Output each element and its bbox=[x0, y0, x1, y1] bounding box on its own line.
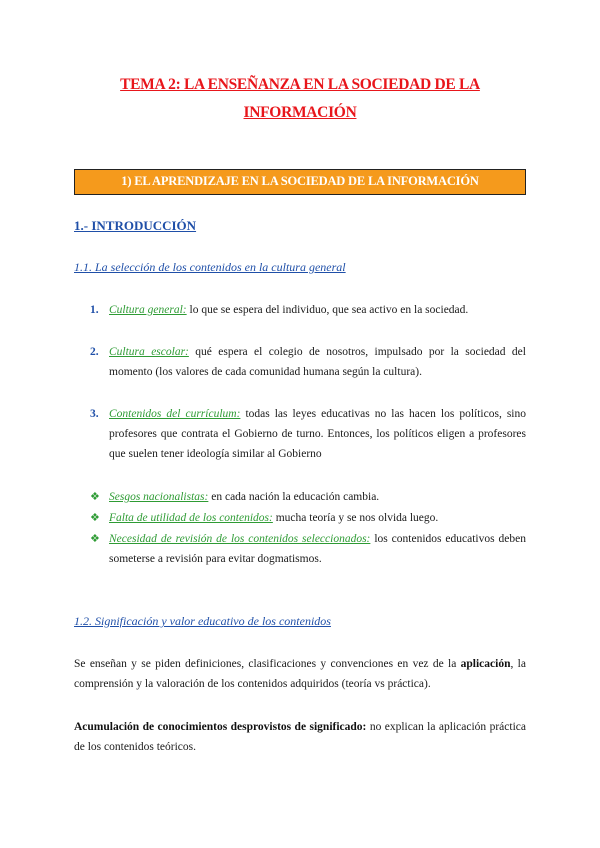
heading-introduccion: 1.- INTRODUCCIÓN bbox=[74, 218, 197, 233]
para-text-end: , la comprensión y la valoración de los contenidos adquiridos (teoría vs práctica). bbox=[74, 658, 526, 690]
item-number: 2. bbox=[90, 346, 99, 358]
paragraph-acumulacion bbox=[74, 717, 526, 757]
subheading-1-2: 1.2. Significación y valor educativo de los contenidos bbox=[74, 614, 331, 628]
bullet-item-2 bbox=[90, 508, 526, 528]
numbered-item-3 bbox=[90, 404, 526, 464]
para-bold: Acumulación de conocimientos desprovistos de significado: bbox=[74, 721, 367, 733]
diamond-bullet-icon: ❖ bbox=[90, 491, 100, 503]
subheading-1-1: 1.1. La selección de los contenidos en la cultura general bbox=[74, 260, 346, 274]
bullet-item-3 bbox=[90, 529, 526, 569]
bullet-term: Sesgos nacionalistas: bbox=[109, 491, 209, 503]
para-bold: aplicación bbox=[460, 658, 511, 670]
section-banner: 1) EL APRENDIZAJE EN LA SOCIEDAD DE LA INFORMACIÓN bbox=[74, 169, 526, 195]
item-number: 3. bbox=[90, 408, 99, 420]
doc-title-line2: INFORMACIÓN bbox=[243, 104, 357, 121]
item-term: Cultura general: bbox=[109, 304, 187, 316]
item-text: qué espera el colegio de nosotros, impulsado por la sociedad del momento (los valores de cada comunidad humana según la cultura). bbox=[109, 346, 526, 378]
item-text: todas las leyes educativas no las hacen los políticos, sino profesores que contrata el Gobierno de turno. Entonces, los políticos eligen a profesores que suelen tener ideología similar al Gobierno bbox=[109, 408, 527, 460]
diamond-bullet-icon: ❖ bbox=[90, 512, 100, 524]
item-term: Cultura escolar: bbox=[109, 346, 189, 358]
paragraph-aplicacion bbox=[74, 654, 526, 694]
bullet-text: en cada nación la educación cambia. bbox=[208, 491, 380, 503]
item-term: Contenidos del currículum: bbox=[109, 408, 241, 420]
item-text: lo que se espera del individuo, que sea activo en la sociedad. bbox=[186, 304, 469, 316]
bullet-text: mucha teoría y se nos olvida luego. bbox=[272, 512, 439, 524]
para-text: Se enseñan y se piden definiciones, clasificaciones y convenciones en vez de la bbox=[74, 658, 461, 670]
bullet-text: los contenidos educativos deben someterse a revisión para evitar dogmatismos. bbox=[109, 533, 526, 565]
bullet-item-1 bbox=[90, 487, 526, 507]
diamond-bullet-icon: ❖ bbox=[90, 533, 100, 545]
numbered-item-1 bbox=[90, 300, 526, 320]
numbered-item-2 bbox=[90, 342, 526, 382]
para-text-end: no explican la aplicación práctica de los contenidos teóricos. bbox=[74, 721, 526, 753]
bullet-term: Necesidad de revisión de los contenidos seleccionados: bbox=[109, 533, 371, 545]
doc-title-line1: TEMA 2: LA ENSEÑANZA EN LA SOCIEDAD DE LA bbox=[120, 76, 480, 93]
item-number: 1. bbox=[90, 304, 99, 316]
bullet-term: Falta de utilidad de los contenidos: bbox=[109, 512, 273, 524]
